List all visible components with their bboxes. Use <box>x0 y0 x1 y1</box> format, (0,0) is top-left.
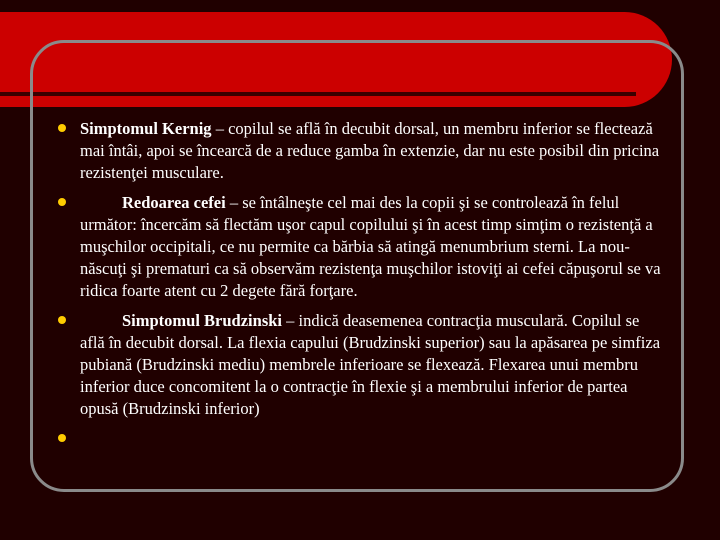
bullet-list <box>56 118 666 458</box>
list-item <box>56 118 666 184</box>
bullet-icon <box>58 316 66 324</box>
bullet-icon <box>58 434 66 442</box>
item-text: – indică deasemenea contracţia musculară. Copilul se află în decubit dorsal. La flexia capului (Brudzinski superior) sau la apăsarea pe simfiza pubiană (Brudzinski mediu) membrele inferioare se flexează. Flexarea unui membru inferior duce concomitent la o contracţie în flexie şi a membrului inferior de partea opusă (Brudzinski inferior) <box>80 311 661 418</box>
list-item <box>56 310 666 420</box>
item-term: Simptomul Kernig <box>80 119 212 138</box>
item-term: Redoarea cefei <box>122 193 226 212</box>
list-item <box>56 192 666 302</box>
bullet-icon <box>58 124 66 132</box>
bullet-icon <box>58 198 66 206</box>
item-text: – se întâlneşte cel mai des la copii şi se controlează în felul următor: încercăm să flectăm uşor capul copilului şi în acest timp simţim o rezistenţă a muşchilor occipitali, ce nu permite ca bărbia să atingă menumbrium sterni. La nou-născuţi şi prematuri ca să observăm rezistenţa muşchilor istoviţi ai cefei căpuşorul se va ridica foarte atent cu 2 degete fără forţare. <box>80 193 661 300</box>
item-term: Simptomul Brudzinski <box>122 311 283 330</box>
list-item-empty <box>56 428 666 450</box>
item-text: – copilul se află în decubit dorsal, un membru inferior se flectează mai întâi, apoi se încearcă de a reduce gamba în extenzie, dar nu este posibil din pricina rezistenţei musculare. <box>80 119 660 182</box>
